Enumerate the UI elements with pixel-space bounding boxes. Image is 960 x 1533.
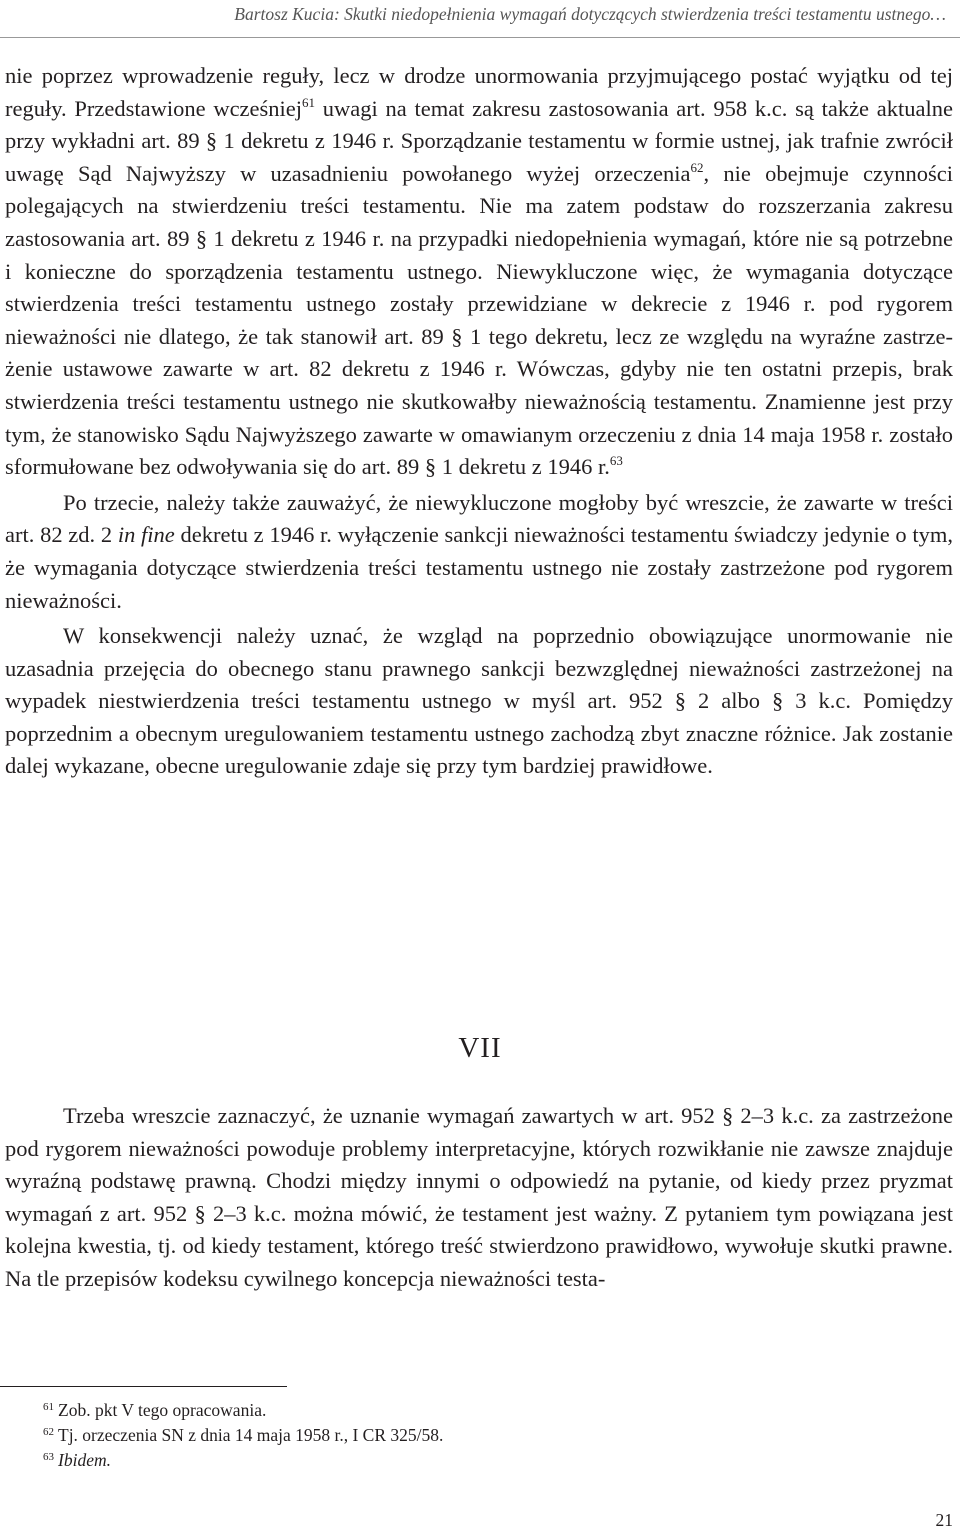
paragraph-third-point [5,487,953,617]
main-text [5,60,953,783]
page-number: 21 [935,1510,953,1530]
footnote-text: Tj. orzeczenia SN z dnia 14 maja 1958 r., I CR 325/58. [58,1425,444,1445]
section-heading: VII [458,1032,502,1064]
footnote-63 [43,1448,443,1473]
footnote-text: Zob. pkt V tego opracowania. [58,1400,267,1420]
footnote-rule [0,1386,287,1387]
footnote-ref-61[interactable]: 61 [302,94,316,110]
paragraph-text: uwagi na temat zakresu zastosowania art. 958 k.c. są także aktualne przy wykładni art. 89 § 1 dekretu z 1946 r. Sporządzanie testamentu w formie ustnej, jak trafnie zwrócił uwagę Sąd Najwyższy w uzasadnieniu powołanego wyżej orzeczenia [5,95,953,186]
footnotes [43,1398,443,1473]
paragraph-conclusion: W konsekwencji należy uznać, że wzgląd na poprzednio obowiązujące unormowanie nie uzasadnia przejęcia do obecnego stanu prawnego sankcji bezwzględnej nieważności zastrzeżonej na wypadek niestwierdzenia treści testamentu ustnego w myśl art. 952 § 2 albo § 3 k.c. Pomiędzy poprzednim a obecnym uregulowaniem testamentu ustnego zachodzą zbyt znaczne różnice. Jak zostanie dalej wykazane, obecne uregulowanie zdaje się przy tym bardziej prawidłowe. [5,623,953,779]
running-head: Bartosz Kucia: Skutki niedopełnienia wymagań dotyczących stwierdzenia treści testamentu ustnego… [234,4,946,24]
footnote-ref-62[interactable]: 62 [690,159,704,175]
paragraph-text: , nie obejmuje czynności polegających na stwierdzeniu treści testamentu. Nie ma zatem podstaw do rozszerzania zakresu zastosowania art. 89 § 1 dekretu z 1946 r. na przypadki niedopełnienia wymagań, które nie są potrzebne i konieczne do sporządzenia testamentu ustnego. Niewykluczone więc, że wymagania dotyczące stwierdzenia treści testamentu ustnego zostały przewidziane w dekrecie z 1946 r. pod rygorem nieważności nie dlatego, że tak stanowił art. 89 § 1 tego dekretu, lecz ze względu na wyraźne zastrzeżenie ustawowe zawarte w art. 82 dekretu z 1946 r. Wówczas, gdyby nie ten ostatni przepis, brak stwierdzenia treści testamentu ustnego nie skutkowałby nieważnością testamentu. Znamienne jest przy tym, że stanowisko Sądu Najwyższego zawarte w omawianym orzeczeniu z dnia 14 maja 1958 r. zostało sformułowane bez odwoływania się do art. 89 § 1 dekretu z 1946 r. [5,160,953,480]
paragraph-section-vii: Trzeba wreszcie zaznaczyć, że uznanie wymagań zawartych w art. 952 § 2–3 k.c. za zastrzeżone pod rygorem nieważności powoduje problemy interpretacyjne, których rozwikłanie nie zawsze znajduje wyraźną podstawę prawną. Chodzi między innymi o odpowiedź na pytanie, od kiedy przez pryzmat wymagań z art. 952 § 2–3 k.c. można mówić, że testament jest ważny. Z pytaniem tym powiązana jest kolejna kwestia, tj. od kiedy testament, którego treść stwierdzono prawidłowo, wywołuje skutki prawne. Na tle przepisów kodeksu cywilnego koncepcja nieważności testa- [5,1103,953,1291]
footnote-text: Ibidem. [58,1450,111,1470]
header-rule [0,37,960,38]
footnote-number: 63 [43,1451,54,1463]
main-text-section-vii [5,1100,953,1296]
footnote-number: 61 [43,1401,54,1413]
latin-phrase: in fine [117,522,175,548]
paragraph-text: Po trzecie, należy także zauważyć, że niewykluczone mogłoby być wreszcie, że zawarte w treści art. 82 zd. 2 [5,489,953,548]
paragraph-continuation [5,60,953,484]
footnote-ref-63[interactable]: 63 [609,453,623,469]
footnote-62 [43,1423,443,1448]
footnote-61 [43,1398,443,1423]
paragraph-text: dekretu z 1946 r. wyłączenie sankcji nieważności testamentu świadczy jedynie o tym, że wymagania dotyczące stwierdzenia treści testamentu ustnego nie zostały zastrzeżone pod rygorem nieważności. [5,522,953,613]
footnote-number: 62 [43,1426,54,1438]
paragraph-text: nie poprzez wprowadzenie reguły, lecz w drodze unormowania przyjmującego postać wyjątku od tej reguły. Przedstawione wcześniej [5,63,953,121]
